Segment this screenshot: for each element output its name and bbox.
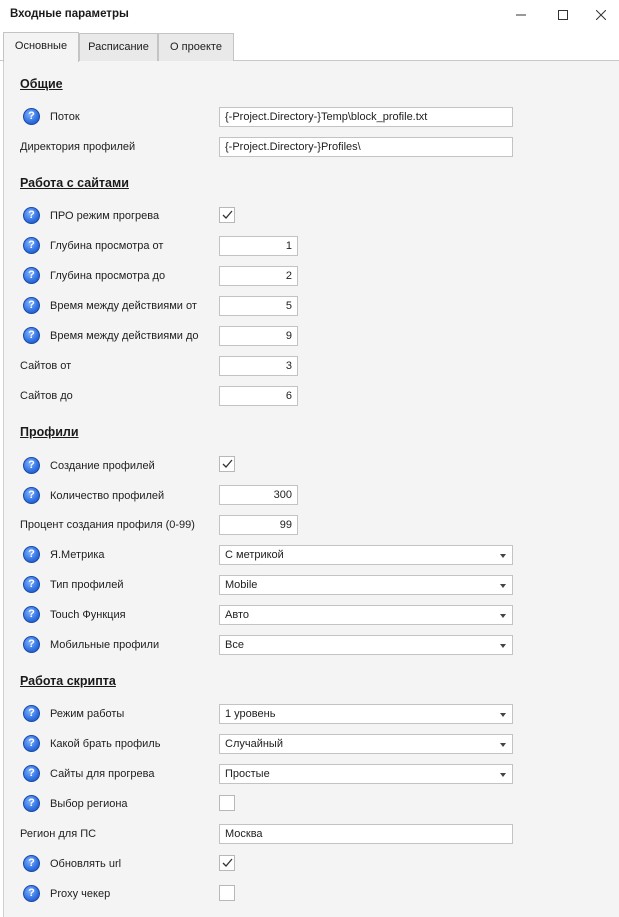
help-icon[interactable]: ? xyxy=(23,237,40,254)
settings-panel xyxy=(3,61,619,917)
region-choice-checkbox[interactable] xyxy=(219,795,235,811)
mode-label: Режим работы xyxy=(50,708,125,720)
help-icon[interactable]: ? xyxy=(23,606,40,623)
maximize-icon xyxy=(558,10,568,20)
mode-select-value: 1 уровень xyxy=(225,708,276,720)
stream-input[interactable]: {-Project.Directory-}Temp\block_profile.txt xyxy=(219,107,513,127)
mobile-profiles-select[interactable] xyxy=(219,635,513,655)
maximize-button[interactable] xyxy=(540,0,586,30)
proxy-checker-label: Proxy чекер xyxy=(50,888,111,900)
help-icon[interactable]: ? xyxy=(23,705,40,722)
help-icon[interactable]: ? xyxy=(23,735,40,752)
section-script-heading: Работа скрипта xyxy=(20,674,116,688)
chevron-down-icon xyxy=(500,713,506,717)
sites-to-label: Сайтов до xyxy=(20,390,73,402)
chevron-down-icon xyxy=(500,743,506,747)
touch-label: Touch Функция xyxy=(50,609,126,621)
time-to-input[interactable]: 9 xyxy=(219,326,298,346)
mode-select[interactable] xyxy=(219,704,513,724)
metrika-select[interactable] xyxy=(219,545,513,565)
tab-about[interactable]: О проекте xyxy=(158,33,234,61)
profile-type-select[interactable] xyxy=(219,575,513,595)
help-icon[interactable]: ? xyxy=(23,885,40,902)
which-profile-select-value: Случайный xyxy=(225,738,283,750)
checkmark-icon xyxy=(222,210,233,220)
help-icon[interactable]: ? xyxy=(23,457,40,474)
depth-to-input[interactable]: 2 xyxy=(219,266,298,286)
metrika-label: Я.Метрика xyxy=(50,549,105,561)
region-choice-label: Выбор региона xyxy=(50,798,128,810)
help-icon[interactable]: ? xyxy=(23,855,40,872)
help-icon[interactable]: ? xyxy=(23,765,40,782)
tab-schedule[interactable]: Расписание xyxy=(79,33,158,61)
depth-to-label: Глубина просмотра до xyxy=(50,270,166,282)
minimize-icon xyxy=(516,10,526,20)
profiles-count-label: Количество профилей xyxy=(50,490,165,502)
title-bar xyxy=(0,0,619,30)
section-sites-heading: Работа с сайтами xyxy=(20,176,129,190)
checkmark-icon xyxy=(222,858,233,868)
checkmark-icon xyxy=(222,459,233,469)
sites-from-label: Сайтов от xyxy=(20,360,72,372)
help-icon[interactable]: ? xyxy=(23,207,40,224)
time-to-label: Время между действиями до xyxy=(50,330,199,342)
help-icon[interactable]: ? xyxy=(23,327,40,344)
help-icon[interactable]: ? xyxy=(23,487,40,504)
chevron-down-icon xyxy=(500,554,506,558)
profiles-dir-label: Директория профилей xyxy=(20,141,136,153)
section-general-heading: Общие xyxy=(20,77,63,91)
touch-select[interactable] xyxy=(219,605,513,625)
profiles-count-input[interactable]: 300 xyxy=(219,485,298,505)
help-icon[interactable]: ? xyxy=(23,546,40,563)
chevron-down-icon xyxy=(500,644,506,648)
window-title: Входные параметры xyxy=(10,8,129,20)
create-profiles-checkbox[interactable] xyxy=(219,456,235,472)
pro-warmup-label: ПРО режим прогрева xyxy=(50,210,160,222)
depth-from-input[interactable]: 1 xyxy=(219,236,298,256)
proxy-checker-checkbox[interactable] xyxy=(219,885,235,901)
tab-strip xyxy=(0,30,619,61)
chevron-down-icon xyxy=(500,584,506,588)
profiles-dir-input[interactable]: {-Project.Directory-}Profiles\ xyxy=(219,137,513,157)
touch-select-value: Авто xyxy=(225,609,249,621)
update-url-label: Обновлять url xyxy=(50,858,122,870)
help-icon[interactable]: ? xyxy=(23,297,40,314)
sites-to-input[interactable]: 6 xyxy=(219,386,298,406)
which-profile-label: Какой брать профиль xyxy=(50,738,161,750)
stream-label: Поток xyxy=(50,111,80,123)
time-from-label: Время между действиями от xyxy=(50,300,197,312)
sites-from-input[interactable]: 3 xyxy=(219,356,298,376)
close-icon xyxy=(596,10,606,20)
pro-warmup-checkbox[interactable] xyxy=(219,207,235,223)
time-from-input[interactable]: 5 xyxy=(219,296,298,316)
help-icon[interactable]: ? xyxy=(23,108,40,125)
warmup-sites-label: Сайты для прогрева xyxy=(50,768,155,780)
help-icon[interactable]: ? xyxy=(23,576,40,593)
tab-main[interactable]: Основные xyxy=(3,32,79,62)
depth-from-label: Глубина просмотра от xyxy=(50,240,164,252)
update-url-checkbox[interactable] xyxy=(219,855,235,871)
warmup-sites-select-value: Простые xyxy=(225,768,270,780)
region-ps-label: Регион для ПС xyxy=(20,828,97,840)
profile-percent-label: Процент создания профиля (0-99) xyxy=(20,519,195,531)
close-button[interactable] xyxy=(582,0,619,30)
profile-percent-input[interactable]: 99 xyxy=(219,515,298,535)
section-profiles-heading: Профили xyxy=(20,425,79,439)
help-icon[interactable]: ? xyxy=(23,636,40,653)
which-profile-select[interactable] xyxy=(219,734,513,754)
chevron-down-icon xyxy=(500,773,506,777)
profile-type-select-value: Mobile xyxy=(225,579,258,591)
minimize-button[interactable] xyxy=(498,0,544,30)
chevron-down-icon xyxy=(500,614,506,618)
warmup-sites-select[interactable] xyxy=(219,764,513,784)
help-icon[interactable]: ? xyxy=(23,267,40,284)
mobile-profiles-label: Мобильные профили xyxy=(50,639,160,651)
help-icon[interactable]: ? xyxy=(23,795,40,812)
region-ps-input[interactable]: Москва xyxy=(219,824,513,844)
create-profiles-label: Создание профилей xyxy=(50,460,155,472)
metrika-select-value: С метрикой xyxy=(225,549,284,561)
mobile-profiles-select-value: Все xyxy=(225,639,244,651)
profile-type-label: Тип профилей xyxy=(50,579,124,591)
